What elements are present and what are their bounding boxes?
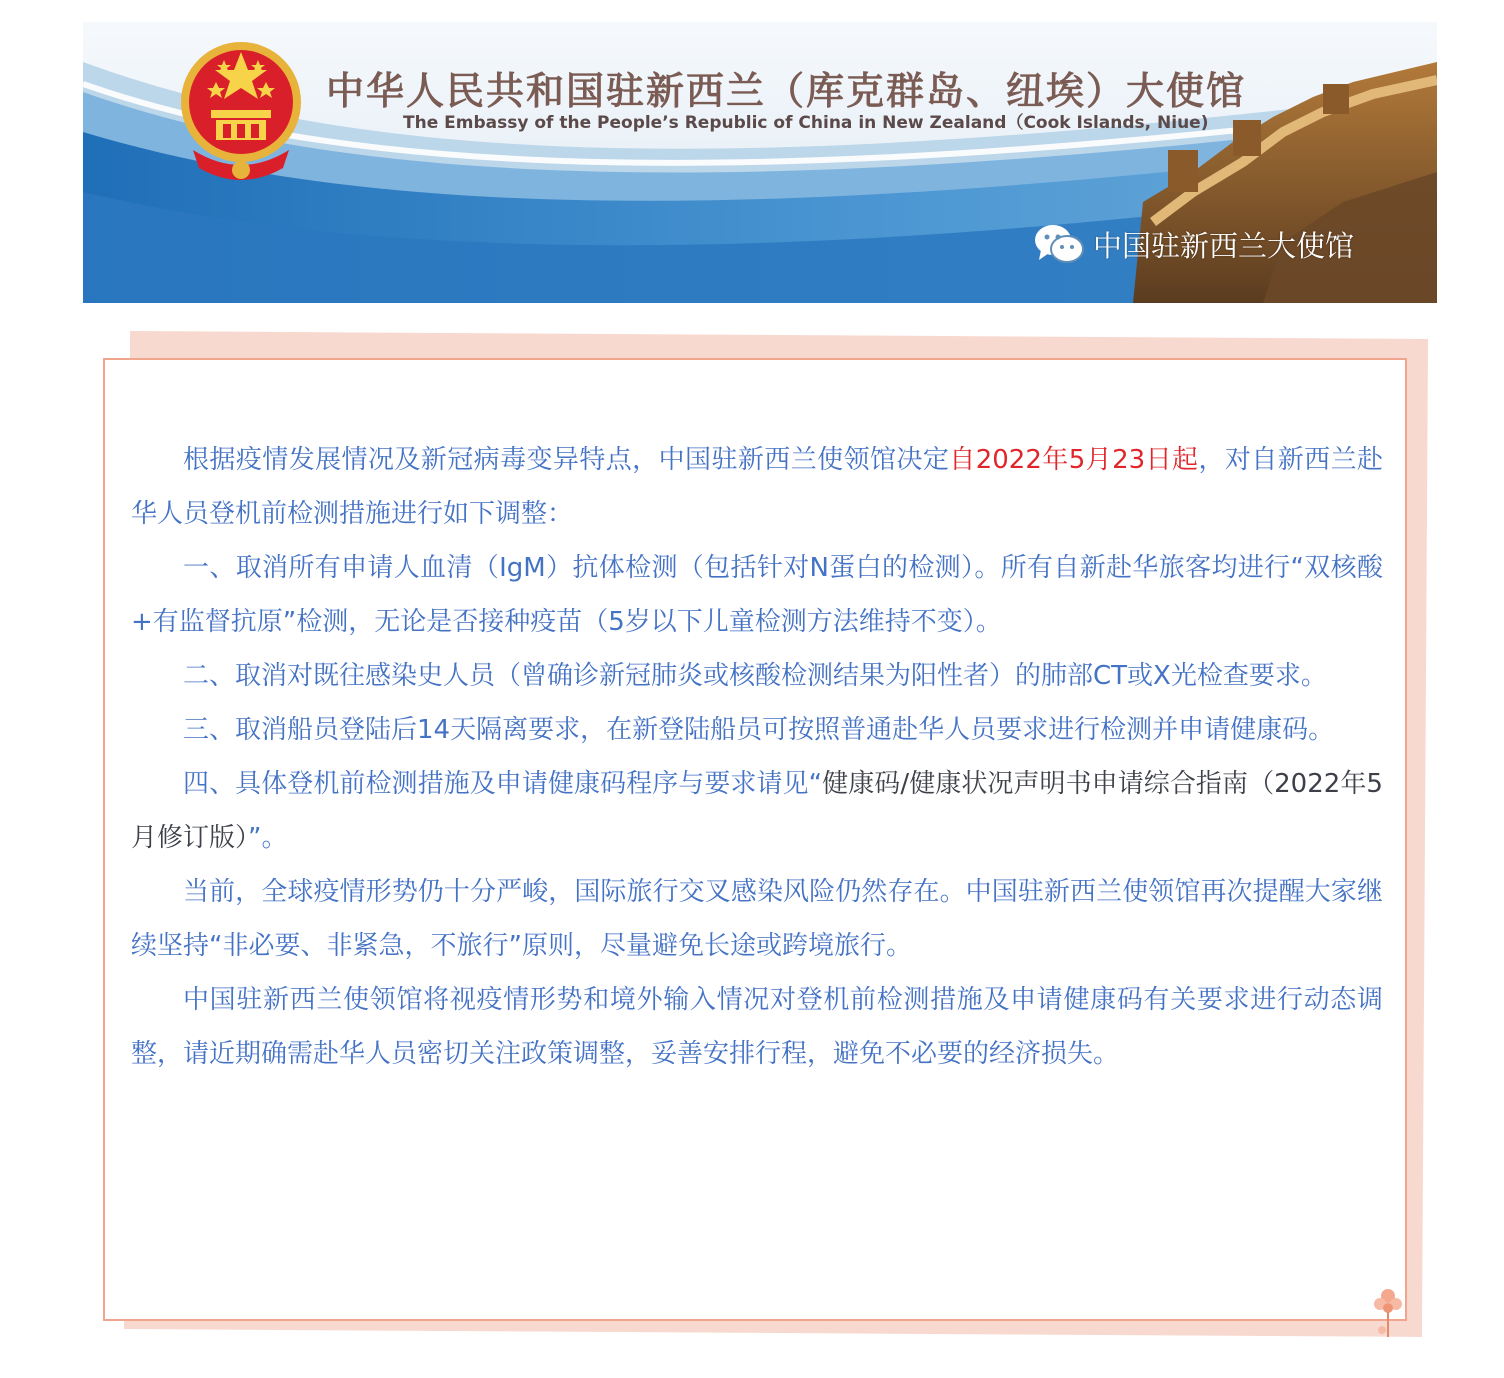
embassy-title-en: The Embassy of the People’s Republic of China in New Zealand（Cook Islands, Niue) xyxy=(403,113,1209,133)
notice-intro-tail: ，对自新西兰赴华人员登机前检测措施进行如下调整： xyxy=(131,445,1383,529)
effective-date-highlight: 自2022年5月23日起 xyxy=(949,445,1199,475)
notice-paragraph-6: 当前，全球疫情形势仍十分严峻，国际旅行交叉感染风险仍然存在。中国驻新西兰使领馆再次提醒大家继续坚持“非必要、非紧急，不旅行”原则，尽量避免长途或跨境旅行。 xyxy=(131,877,1383,961)
notice-body xyxy=(131,433,1383,1081)
notice-paragraph-7: 中国驻新西兰使领馆将视疫情形势和境外输入情况对登机前检测措施及申请健康码有关要求进行动态调整，请近期确需赴华人员密切关注政策调整，妥善安排行程，避免不必要的经济损失。 xyxy=(131,985,1383,1069)
notice-paragraph-2: 一、取消所有申请人血清（IgM）抗体检测（包括针对N蛋白的检测）。所有自新赴华旅客均进行“双核酸+有监督抗原”检测，无论是否接种疫苗（5岁以下儿童检测方法维持不变）。 xyxy=(131,553,1383,637)
wechat-account xyxy=(1033,222,1354,266)
guide-reference-tail: ”。 xyxy=(248,823,288,853)
notice-paragraph-4: 三、取消船员登陆后14天隔离要求，在新登陆船员可按照普通赴华人员要求进行检测并申请健康码。 xyxy=(183,715,1335,745)
wechat-icon xyxy=(1033,222,1085,266)
health-code-guide-title: 健康码/健康状况声明书申请综合指南（2022年5月修订版） xyxy=(131,769,1383,853)
guide-reference-lead: 四、具体登机前检测措施及申请健康码程序与要求请见“ xyxy=(183,769,823,799)
notice-intro-text: 根据疫情发展情况及新冠病毒变异特点，中国驻新西兰使领馆决定 xyxy=(183,445,950,475)
national-emblem-icon xyxy=(178,30,304,198)
notice-paragraph-5 xyxy=(131,757,1383,865)
notice-box xyxy=(103,358,1407,1321)
notice-paragraph-3: 二、取消对既往感染史人员（曾确诊新冠肺炎或核酸检测结果为阳性者）的肺部CT或X光检查要求。 xyxy=(183,661,1327,691)
embassy-title-cn: 中华人民共和国驻新西兰（库克群岛、纽埃）大使馆 xyxy=(326,69,1247,113)
flower-decoration-icon xyxy=(1368,1282,1408,1342)
header-banner xyxy=(83,22,1437,303)
notice-paragraph-1 xyxy=(131,433,1383,541)
wechat-account-name: 中国驻新西兰大使馆 xyxy=(1093,228,1355,263)
